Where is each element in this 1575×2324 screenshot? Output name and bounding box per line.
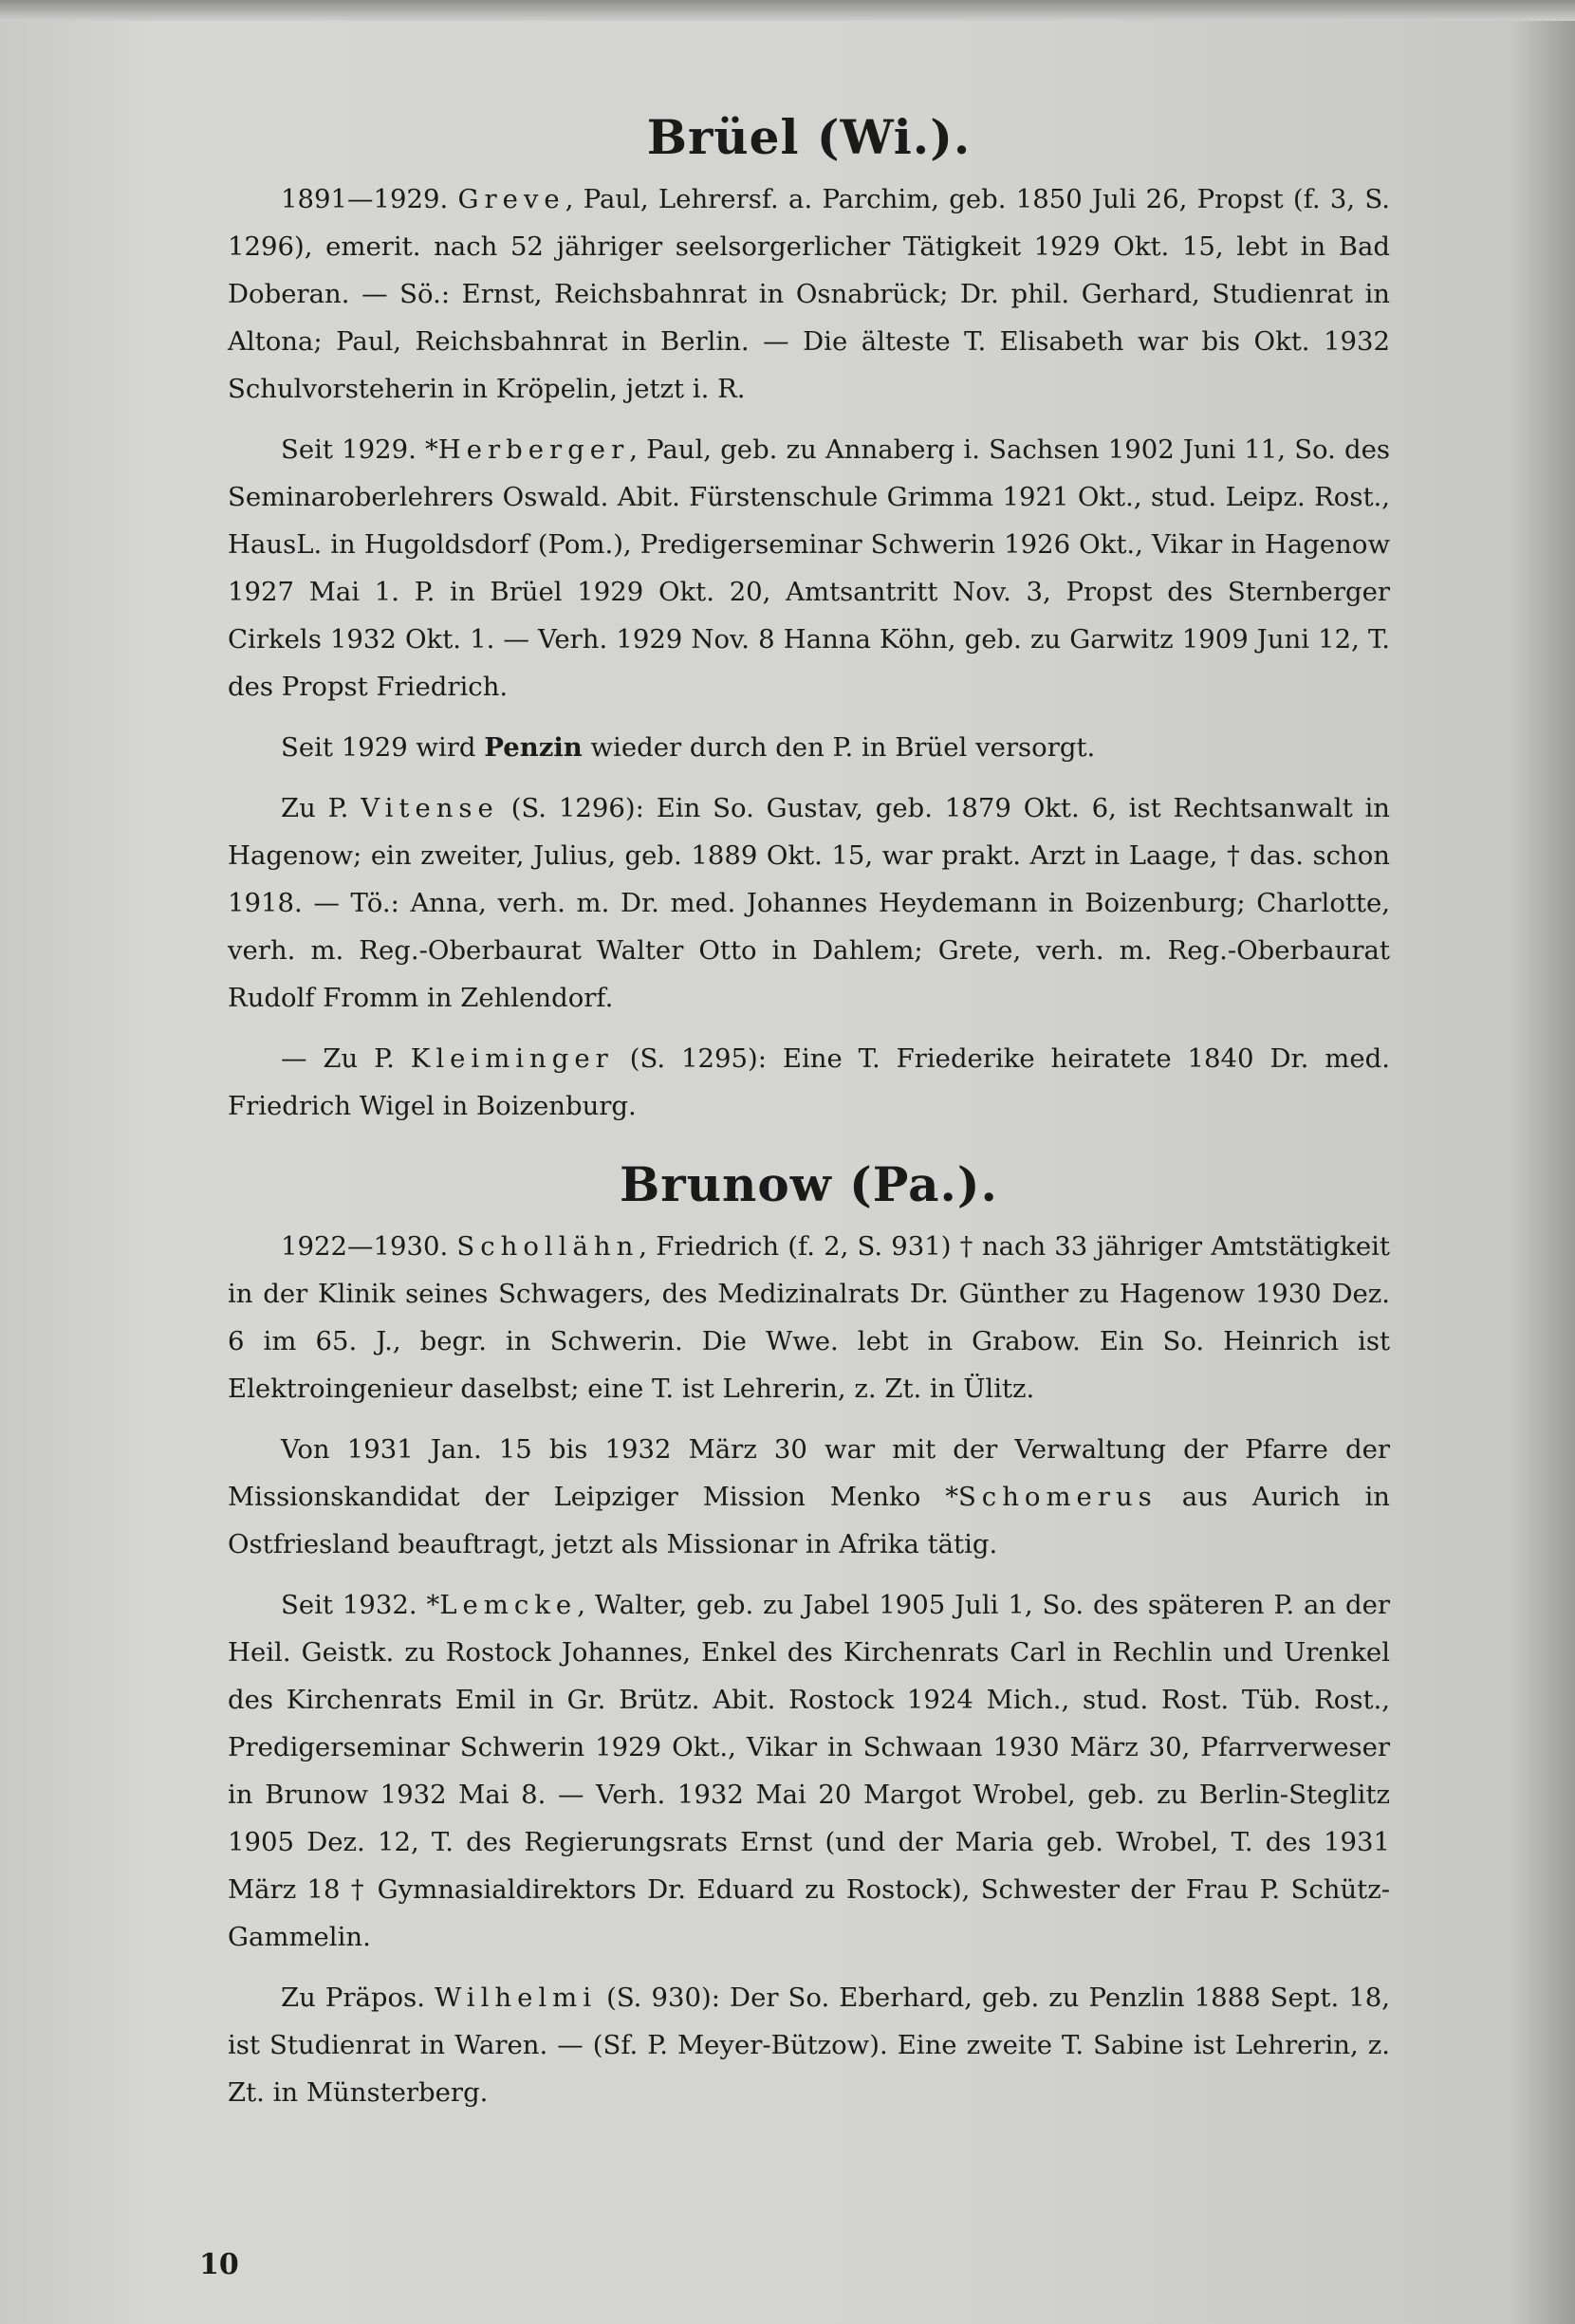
text-run: (S. 1296): Ein So. Gustav, geb. 1879 Okt. 6, ist Rechtsanwalt in Hagenow; ein zweiter, Julius, geb. 1889 Okt. 15, war prakt. Arzt in Laage, † das. schon 1918. — Tö.: Anna, verh. m. Dr. med. Johannes Heydemann in Boizenburg; Charlotte, verh. m. Reg.-Oberbaurat Walter Otto in Dahlem; Grete, verh. m. Reg.-Oberbaurat Rudolf Fromm in Zehlendorf. <box>228 793 1390 1013</box>
text-run: aus Aurich in Ostfriesland beauftragt, jetzt als Missionar in Afrika tätig. <box>228 1482 1390 1559</box>
paragraph <box>228 1035 1390 1130</box>
spaced-name: Schomerus <box>957 1482 1158 1512</box>
paragraph <box>228 175 1390 413</box>
spaced-name: Schollähn <box>456 1231 639 1262</box>
spaced-name: Wilhelmi <box>435 1983 598 2013</box>
bold-name: Penzin <box>484 732 583 763</box>
text-run: Seit 1929 wird <box>281 732 485 763</box>
text-run: 1922—1930. <box>281 1231 457 1262</box>
paragraph <box>228 1974 1390 2116</box>
text-run: (S. 1295): Eine T. Friederike heiratete 1840 Dr. med. Friedrich Wigel in Boizenburg. <box>228 1043 1390 1121</box>
paragraph <box>228 1223 1390 1412</box>
text-run: , Paul, Lehrersf. a. Parchim, geb. 1850 Juli 26, Propst (f. 3, S. 1296), emerit. nach 52 jähriger seelsorgerlicher Tätigkeit 1929 Okt. 15, lebt in Bad Doberan. — Sö.: Ernst, Reichsbahnrat in Osnabrück; Dr. phil. Gerhard, Studienrat in Altona; Paul, Reichsbahnrat in Berlin. — Die älteste T. Elisabeth war bis Okt. 1932 Schulvorsteherin in Kröpelin, jetzt i. R. <box>228 184 1390 404</box>
section-title: Brunow (Pa.). <box>620 1156 998 1212</box>
paragraph <box>228 1426 1390 1568</box>
spaced-name: Lemcke <box>439 1590 578 1620</box>
text-run: Seit 1929. * <box>281 434 438 465</box>
text-run: wieder durch den P. in Brüel versorgt. <box>582 732 1096 763</box>
text-run: 1891—1929. <box>281 184 458 214</box>
text-run: Seit 1932. * <box>281 1590 440 1620</box>
text-run: Von 1931 Jan. 15 bis 1932 März 30 war mit der Verwaltung der Pfarre der Missionskandidat der Leipziger Mission Menko * <box>228 1434 1390 1512</box>
text-run: Zu P. <box>281 793 361 823</box>
page-top-shadow <box>0 0 1575 21</box>
text-run: Zu Präpos. <box>281 1983 435 2013</box>
paragraph <box>228 1581 1390 1961</box>
text-run: , Paul, geb. zu Annaberg i. Sachsen 1902 Juni 11, So. des Seminaroberlehrers Oswald. Abit. Fürstenschule Grimma 1921 Okt., stud. Leipz. Rost., HausL. in Hugoldsdorf (Pom.), Predigerseminar Schwerin 1926 Okt., Vikar in Hagenow 1927 Mai 1. P. in Brüel 1929 Okt. 20, Amtsantritt Nov. 3, Propst des Sternberger Cirkels 1932 Okt. 1. — Verh. 1929 Nov. 8 Hanna Köhn, geb. zu Garwitz 1909 Juni 12, T. des Propst Friedrich. <box>228 434 1390 702</box>
spaced-name: Herberger <box>437 434 630 465</box>
text-run: , Friedrich (f. 2, S. 931) † nach 33 jähriger Amtstätigkeit in der Klinik seines Schwagers, des Medizinalrats Dr. Günther zu Hagenow 1930 Dez. 6 im 65. J., begr. in Schwerin. Die Wwe. lebt in Grabow. Ein So. Heinrich ist Elektroingenieur daselbst; eine T. ist Lehrerin, z. Zt. in Ülitz. <box>228 1231 1390 1404</box>
paragraph <box>228 426 1390 710</box>
paragraph <box>228 724 1390 771</box>
text-run: , Walter, geb. zu Jabel 1905 Juli 1, So. des späteren P. an der Heil. Geistk. zu Rostock Johannes, Enkel des Kirchenrats Carl in Rechlin und Urenkel des Kirchenrats Emil in Gr. Brütz. Abit. Rostock 1924 Mich., stud. Rost. Tüb. Rost., Predigerseminar Schwerin 1929 Okt., Vikar in Schwaan 1930 März 30, Pfarrverweser in Brunow 1932 Mai 8. — Verh. 1932 Mai 20 Margot Wrobel, geb. zu Berlin-Steglitz 1905 Dez. 12, T. des Regierungsrats Ernst (und der Maria geb. Wrobel, T. des 1931 März 18 † Gymnasialdirektors Dr. Eduard zu Rostock), Schwester der Frau P. Schütz-Gammelin. <box>228 1590 1391 1952</box>
page-content <box>228 100 1390 2130</box>
spaced-name: Greve <box>457 184 565 214</box>
spaced-name: Kleiminger <box>410 1043 614 1074</box>
text-run: — Zu P. <box>281 1043 411 1074</box>
section-title: Brüel (Wi.). <box>646 109 972 165</box>
page-number: 10 <box>199 2248 239 2281</box>
spaced-name: Vitense <box>361 793 499 823</box>
paragraph <box>228 784 1390 1022</box>
text-run: (S. 930): Der So. Eberhard, geb. zu Penzlin 1888 Sept. 18, ist Studienrat in Waren. — (Sf. P. Meyer-Bützow). Eine zweite T. Sabine ist Lehrerin, z. Zt. in Münsterberg. <box>228 1983 1390 2108</box>
